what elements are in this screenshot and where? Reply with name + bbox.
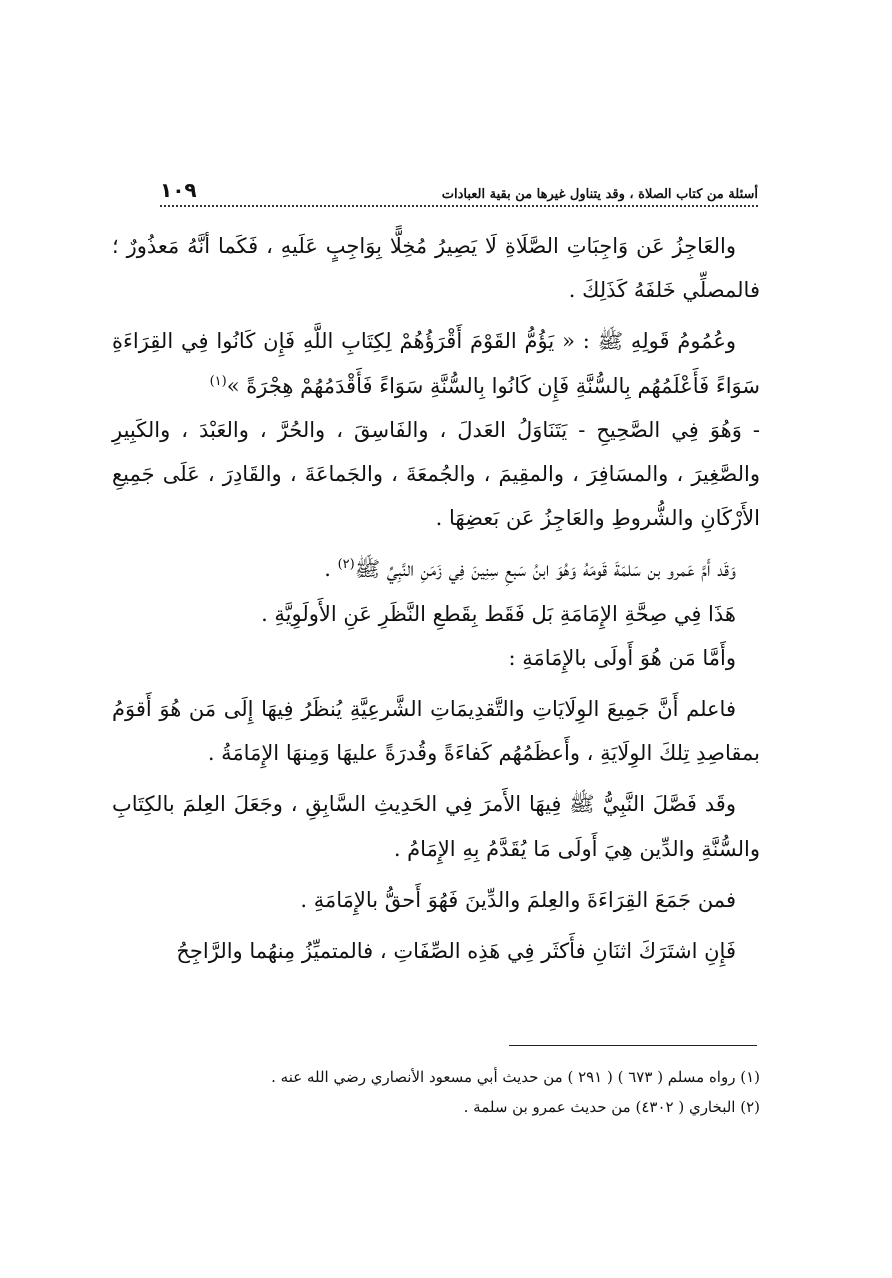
paragraph: - وَهُوَ فِي الصَّحِيحِ - يَتَنَاوَلُ العَدلَ ، والفَاسِقَ ، والحُرَّ ، والعَبْدَ ، والكَبِيرِ والصَّغِيرَ ، والمسَافِرَ ، والمقِيمَ ، والجُمعَةَ ، والجَماعَةَ ، والقَادِرَ ، عَلَى جَمِيعِ الأَرْكَانِ والشُّروطِ والعَاجِزُ عَن بَعضِهَا . [112,417,760,531]
footnote-reference: (١) [209,373,227,389]
paragraph: والعَاجِزُ عَن وَاجِبَاتِ الصَّلَاةِ لَا يَصِيرُ مُخِلًّا بِوَاجِبٍ عَلَيهِ ، فَكَما أنَّهُ مَعذُورٌ ؛ فالمصلِّي خَلفَهُ كَذَلِكَ . [112,234,760,303]
footnote: (١) رواه مسلم ( ٦٧٣ ) ( ٢٩١ ) من حديث أبي مسعود الأنصاري رضي الله عنه . [271,1068,760,1086]
main-text [112,224,760,973]
footnotes [112,1062,760,1122]
paragraph: فمن جَمَعَ القِرَاءَةَ والعِلمَ والدِّينَ فَهُوَ أَحقُّ بالإِمَامَةِ . [300,887,736,912]
page-header [160,174,758,202]
page-number: ١٠٩ [160,178,197,202]
header-divider [160,205,758,207]
footnote-divider [509,1045,757,1046]
footnote: (٢) البخاري ( ٤٣٠٢) من حديث عمرو بن سلمة . [463,1098,760,1116]
paragraph: هَذَا فِي صِحَّةِ الإِمَامَةِ بَل فَقَط بِقَطعِ النَّظَرِ عَنِ الأَولَوِيَّةِ . [261,601,736,626]
paragraph: وعُمُومُ قَولِهِ ﷺ : « يَؤُمُّ القَوْمَ أَقْرَؤُهُمْ لِكِتَابِ اللَّهِ فَإِن كَانُوا فِي القِرَاءَةِ سَوَاءً فَأَعْلَمُهُم بِالسُّنَّةِ فَإِن كَانُوا بِالسُّنَّةِ سَوَاءً فَأَقْدَمُهُمْ هِجْرَةً »$^{(١)}$ [112,329,760,398]
running-title: أسئلة من كتاب الصلاة ، وقد يتناول غيرها من بقية العبادات [441,187,758,202]
paragraph: وقَد فَصَّلَ النَّبِيُّ ﷺ فِيهَا الأَمرَ فِي الحَدِيثِ السَّابِقِ ، وجَعَلَ العِلمَ بالكِتَابِ والسُّنَّةِ والدِّين هِيَ أَولَى مَا يُقَدَّمُ بِهِ الإِمَامُ . [112,792,760,861]
paragraph: فَإِنِ اشتَرَكَ اثنَانِ فأَكثَر فِي هَذِه الصِّفَاتِ ، فالمتميِّزُ مِنهُما والرَّاجِحُ [176,939,736,964]
paragraph: وأَمَّا مَن هُوَ أَولَى بالإِمَامَةِ : [508,645,736,670]
footnote-reference: (٢) [337,557,355,573]
paragraph: فاعلم أَنَّ جَمِيعَ الوِلَايَاتِ والتَّقدِيمَاتِ الشَّرعِيَّةِ يُنظَرُ فِيهَا إِلَى مَن هُوَ أَقوَمُ بمقاصِدِ تِلكَ الوِلَايَةِ ، وأَعظَمُهُم كَفاءَةً وقُدرَةً عليهَا وَمِنهَا الإِمَامَةُ . [112,697,760,766]
paragraph: وَقَد أَمَّ عَمرو بن سَلمَةَ قَومَهُ وَهُوَ ابنُ سَبعِ سِنِينَ فِي زَمَنِ النَّبِيِّ ﷺ$^{(٢)}$ . [324,557,736,582]
